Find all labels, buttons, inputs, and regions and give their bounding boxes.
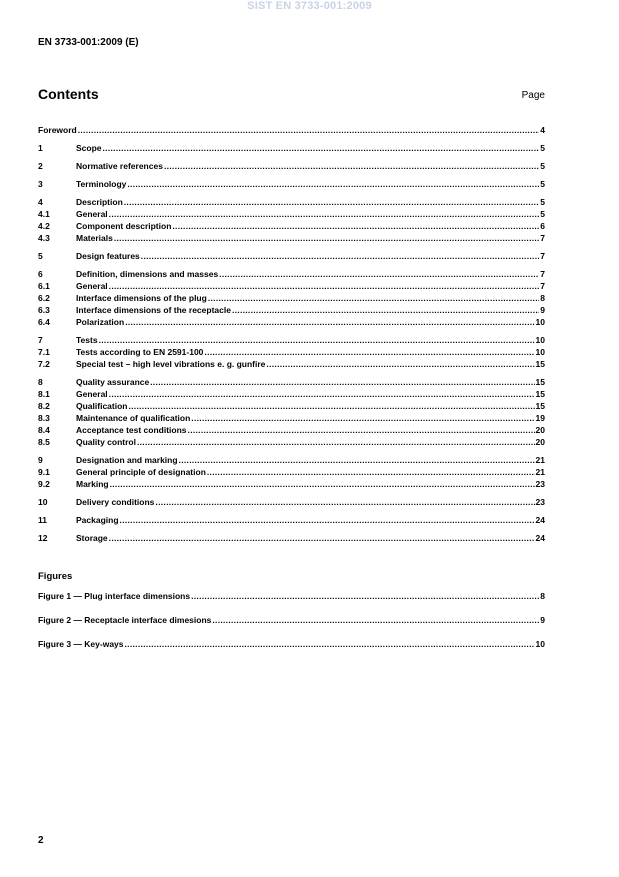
dot-leader [191, 412, 534, 424]
toc-entry[interactable] [38, 268, 545, 280]
toc-entry-page: 19 [535, 413, 545, 423]
toc-entry-number: 7 [38, 335, 43, 345]
toc-entry-title: Design features [76, 251, 140, 261]
toc-entry-number: 5 [38, 251, 43, 261]
toc-entry-number: 6.1 [38, 281, 50, 291]
toc-entry-page: 5 [540, 161, 545, 171]
toc-entry[interactable] [38, 250, 545, 262]
toc-entry[interactable] [38, 292, 545, 304]
toc-entry[interactable] [38, 496, 545, 508]
dot-leader [99, 334, 535, 346]
toc-entry-page: 10 [535, 335, 545, 345]
toc-entry-title: Scope [76, 143, 102, 153]
toc-entry[interactable] [38, 514, 545, 526]
toc-entry-title: Normative references [76, 161, 163, 171]
toc-entry-title: Qualification [76, 401, 128, 411]
table-of-contents [38, 124, 545, 544]
toc-entry-page: 15 [535, 401, 545, 411]
toc-entry-page: 20 [535, 437, 545, 447]
toc-entry-number: 8.4 [38, 425, 50, 435]
toc-entry-page: 5 [540, 209, 545, 219]
toc-entry-title: Packaging [76, 515, 119, 525]
toc-entry-number: 6.3 [38, 305, 50, 315]
toc-entry[interactable] [38, 454, 545, 466]
dot-leader [150, 376, 534, 388]
toc-entry-number: 4 [38, 197, 43, 207]
toc-entry-number: 8.2 [38, 401, 50, 411]
dot-leader [204, 346, 534, 358]
toc-entry-title: Terminology [76, 179, 127, 189]
page-column-header: Page [521, 90, 545, 101]
dot-leader [172, 220, 539, 232]
toc-entry-page: 9 [540, 305, 545, 315]
toc-entry[interactable] [38, 346, 545, 358]
dot-leader [179, 454, 535, 466]
dot-leader [188, 424, 535, 436]
dot-leader [191, 590, 539, 602]
toc-entry[interactable] [38, 478, 545, 490]
dot-leader [103, 142, 540, 154]
toc-entry-number: 4.1 [38, 209, 50, 219]
dot-leader [232, 304, 539, 316]
dot-leader [109, 532, 535, 544]
toc-entry[interactable] [38, 388, 545, 400]
toc-entry-page: 7 [540, 281, 545, 291]
toc-entry[interactable] [38, 376, 545, 388]
toc-entry-number: 7.2 [38, 359, 50, 369]
toc-entry[interactable] [38, 532, 545, 544]
figure-entry-page: 9 [540, 615, 545, 625]
toc-entry-title: Quality assurance [76, 377, 150, 387]
dot-leader [120, 514, 535, 526]
toc-entry-page: 5 [540, 197, 545, 207]
toc-entry-title: Interface dimensions of the plug [76, 293, 207, 303]
toc-entry-number: 10 [38, 497, 48, 507]
dot-leader [219, 268, 539, 280]
toc-entry-number: 6 [38, 269, 43, 279]
toc-entry-number: 8.3 [38, 413, 50, 423]
toc-entry-page: 6 [540, 221, 545, 231]
toc-entry-page: 23 [535, 497, 545, 507]
toc-entry-title: Quality control [76, 437, 136, 447]
page-number: 2 [38, 835, 44, 846]
dot-leader [155, 496, 534, 508]
toc-entry-title: Tests [76, 335, 98, 345]
figure-entry-title: Figure 3 — Key-ways [38, 639, 124, 649]
toc-entry-page: 7 [540, 233, 545, 243]
toc-entry-page: 21 [535, 467, 545, 477]
toc-entry-number: 2 [38, 161, 43, 171]
toc-entry-number: 6.2 [38, 293, 50, 303]
dot-leader [164, 160, 539, 172]
toc-entry[interactable] [38, 232, 545, 244]
toc-entry[interactable] [38, 424, 545, 436]
dot-leader [110, 478, 535, 490]
toc-entry-page: 7 [540, 269, 545, 279]
dot-leader [128, 400, 534, 412]
toc-entry-number: 6.4 [38, 317, 50, 327]
toc-entry-page: 5 [540, 143, 545, 153]
toc-entry-page: 10 [535, 317, 545, 327]
toc-entry-page: 15 [535, 359, 545, 369]
toc-entry-number: 4.3 [38, 233, 50, 243]
toc-entry-page: 15 [535, 389, 545, 399]
toc-entry-page: 15 [535, 377, 545, 387]
dot-leader [127, 178, 539, 190]
toc-entry[interactable] [38, 160, 545, 172]
figure-entry[interactable] [38, 590, 545, 602]
toc-entry-title: Maintenance of qualification [76, 413, 191, 423]
toc-entry-page: 7 [540, 251, 545, 261]
toc-entry-title: General [76, 389, 108, 399]
figure-entry[interactable] [38, 614, 545, 626]
toc-entry-number: 8.5 [38, 437, 50, 447]
dot-leader [137, 436, 535, 448]
toc-entry-number: 3 [38, 179, 43, 189]
figure-entry-title: Figure 2 — Receptacle interface dimesions [38, 615, 212, 625]
dot-leader [212, 614, 539, 626]
toc-entry-title: Materials [76, 233, 113, 243]
toc-entry-title: Polarization [76, 317, 125, 327]
toc-entry[interactable] [38, 142, 545, 154]
dot-leader [266, 358, 534, 370]
toc-entry-title: Foreword [38, 125, 77, 135]
dot-leader [208, 292, 539, 304]
toc-entry[interactable] [38, 178, 545, 190]
toc-entry[interactable] [38, 466, 545, 478]
dot-leader [125, 638, 535, 650]
toc-entry-number: 9.1 [38, 467, 50, 477]
dot-leader [141, 250, 539, 262]
figure-entry-page: 10 [535, 639, 545, 649]
contents-heading: Contents [38, 86, 99, 102]
toc-entry[interactable] [38, 316, 545, 328]
toc-entry-title: General [76, 209, 108, 219]
toc-entry-page: 23 [535, 479, 545, 489]
toc-entry-number: 9.2 [38, 479, 50, 489]
toc-entry-page: 21 [535, 455, 545, 465]
toc-entry[interactable] [38, 334, 545, 346]
toc-entry-number: 12 [38, 533, 48, 543]
toc-entry-title: Delivery conditions [76, 497, 155, 507]
toc-entry-title: Designation and marking [76, 455, 178, 465]
toc-entry[interactable] [38, 412, 545, 424]
toc-entry[interactable] [38, 400, 545, 412]
toc-entry-page: 8 [540, 293, 545, 303]
toc-entry-title: Interface dimensions of the receptacle [76, 305, 231, 315]
dot-leader [124, 196, 540, 208]
list-of-figures [38, 570, 545, 650]
toc-entry-number: 1 [38, 143, 43, 153]
toc-entry[interactable] [38, 358, 545, 370]
toc-entry[interactable] [38, 304, 545, 316]
toc-entry-page: 24 [535, 515, 545, 525]
toc-entry-number: 11 [38, 515, 47, 525]
toc-entry-title: Component description [76, 221, 172, 231]
watermark: SIST EN 3733-001:2009 [247, 0, 372, 12]
dot-leader [78, 124, 540, 136]
toc-entry-title: Tests according to EN 2591-100 [76, 347, 204, 357]
toc-entry-title: Special test – high level vibrations e. g. gunfire [76, 359, 266, 369]
toc-entry-page: 24 [535, 533, 545, 543]
dot-leader [109, 280, 540, 292]
toc-entry-number: 8 [38, 377, 43, 387]
toc-entry-foreword[interactable] [38, 124, 545, 136]
toc-entry-title: Definition, dimensions and masses [76, 269, 219, 279]
dot-leader [207, 466, 535, 478]
toc-entry-title: Marking [76, 479, 109, 489]
toc-entry[interactable] [38, 220, 545, 232]
toc-entry-number: 8.1 [38, 389, 50, 399]
figures-heading: Figures [38, 571, 73, 582]
toc-entry-page: 10 [535, 347, 545, 357]
dot-leader [109, 388, 535, 400]
toc-entry-number: 9 [38, 455, 43, 465]
toc-entry-title: Storage [76, 533, 108, 543]
figure-entry-page: 8 [540, 591, 545, 601]
toc-entry-number: 7.1 [38, 347, 50, 357]
toc-entry-title: Description [76, 197, 123, 207]
toc-entry-page: 20 [535, 425, 545, 435]
toc-entry-page: 4 [540, 125, 545, 135]
toc-entry-title: General principle of designation [76, 467, 206, 477]
figure-entry[interactable] [38, 638, 545, 650]
dot-leader [109, 208, 540, 220]
dot-leader [114, 232, 539, 244]
document-reference: EN 3733-001:2009 (E) [38, 37, 139, 48]
toc-entry[interactable] [38, 436, 545, 448]
toc-entry-title: Acceptance test conditions [76, 425, 187, 435]
toc-entry-number: 4.2 [38, 221, 50, 231]
toc-entry[interactable] [38, 280, 545, 292]
toc-entry[interactable] [38, 208, 545, 220]
toc-entry-title: General [76, 281, 108, 291]
toc-entry[interactable] [38, 196, 545, 208]
figure-entry-title: Figure 1 — Plug interface dimensions [38, 591, 191, 601]
dot-leader [125, 316, 534, 328]
toc-entry-page: 5 [540, 179, 545, 189]
